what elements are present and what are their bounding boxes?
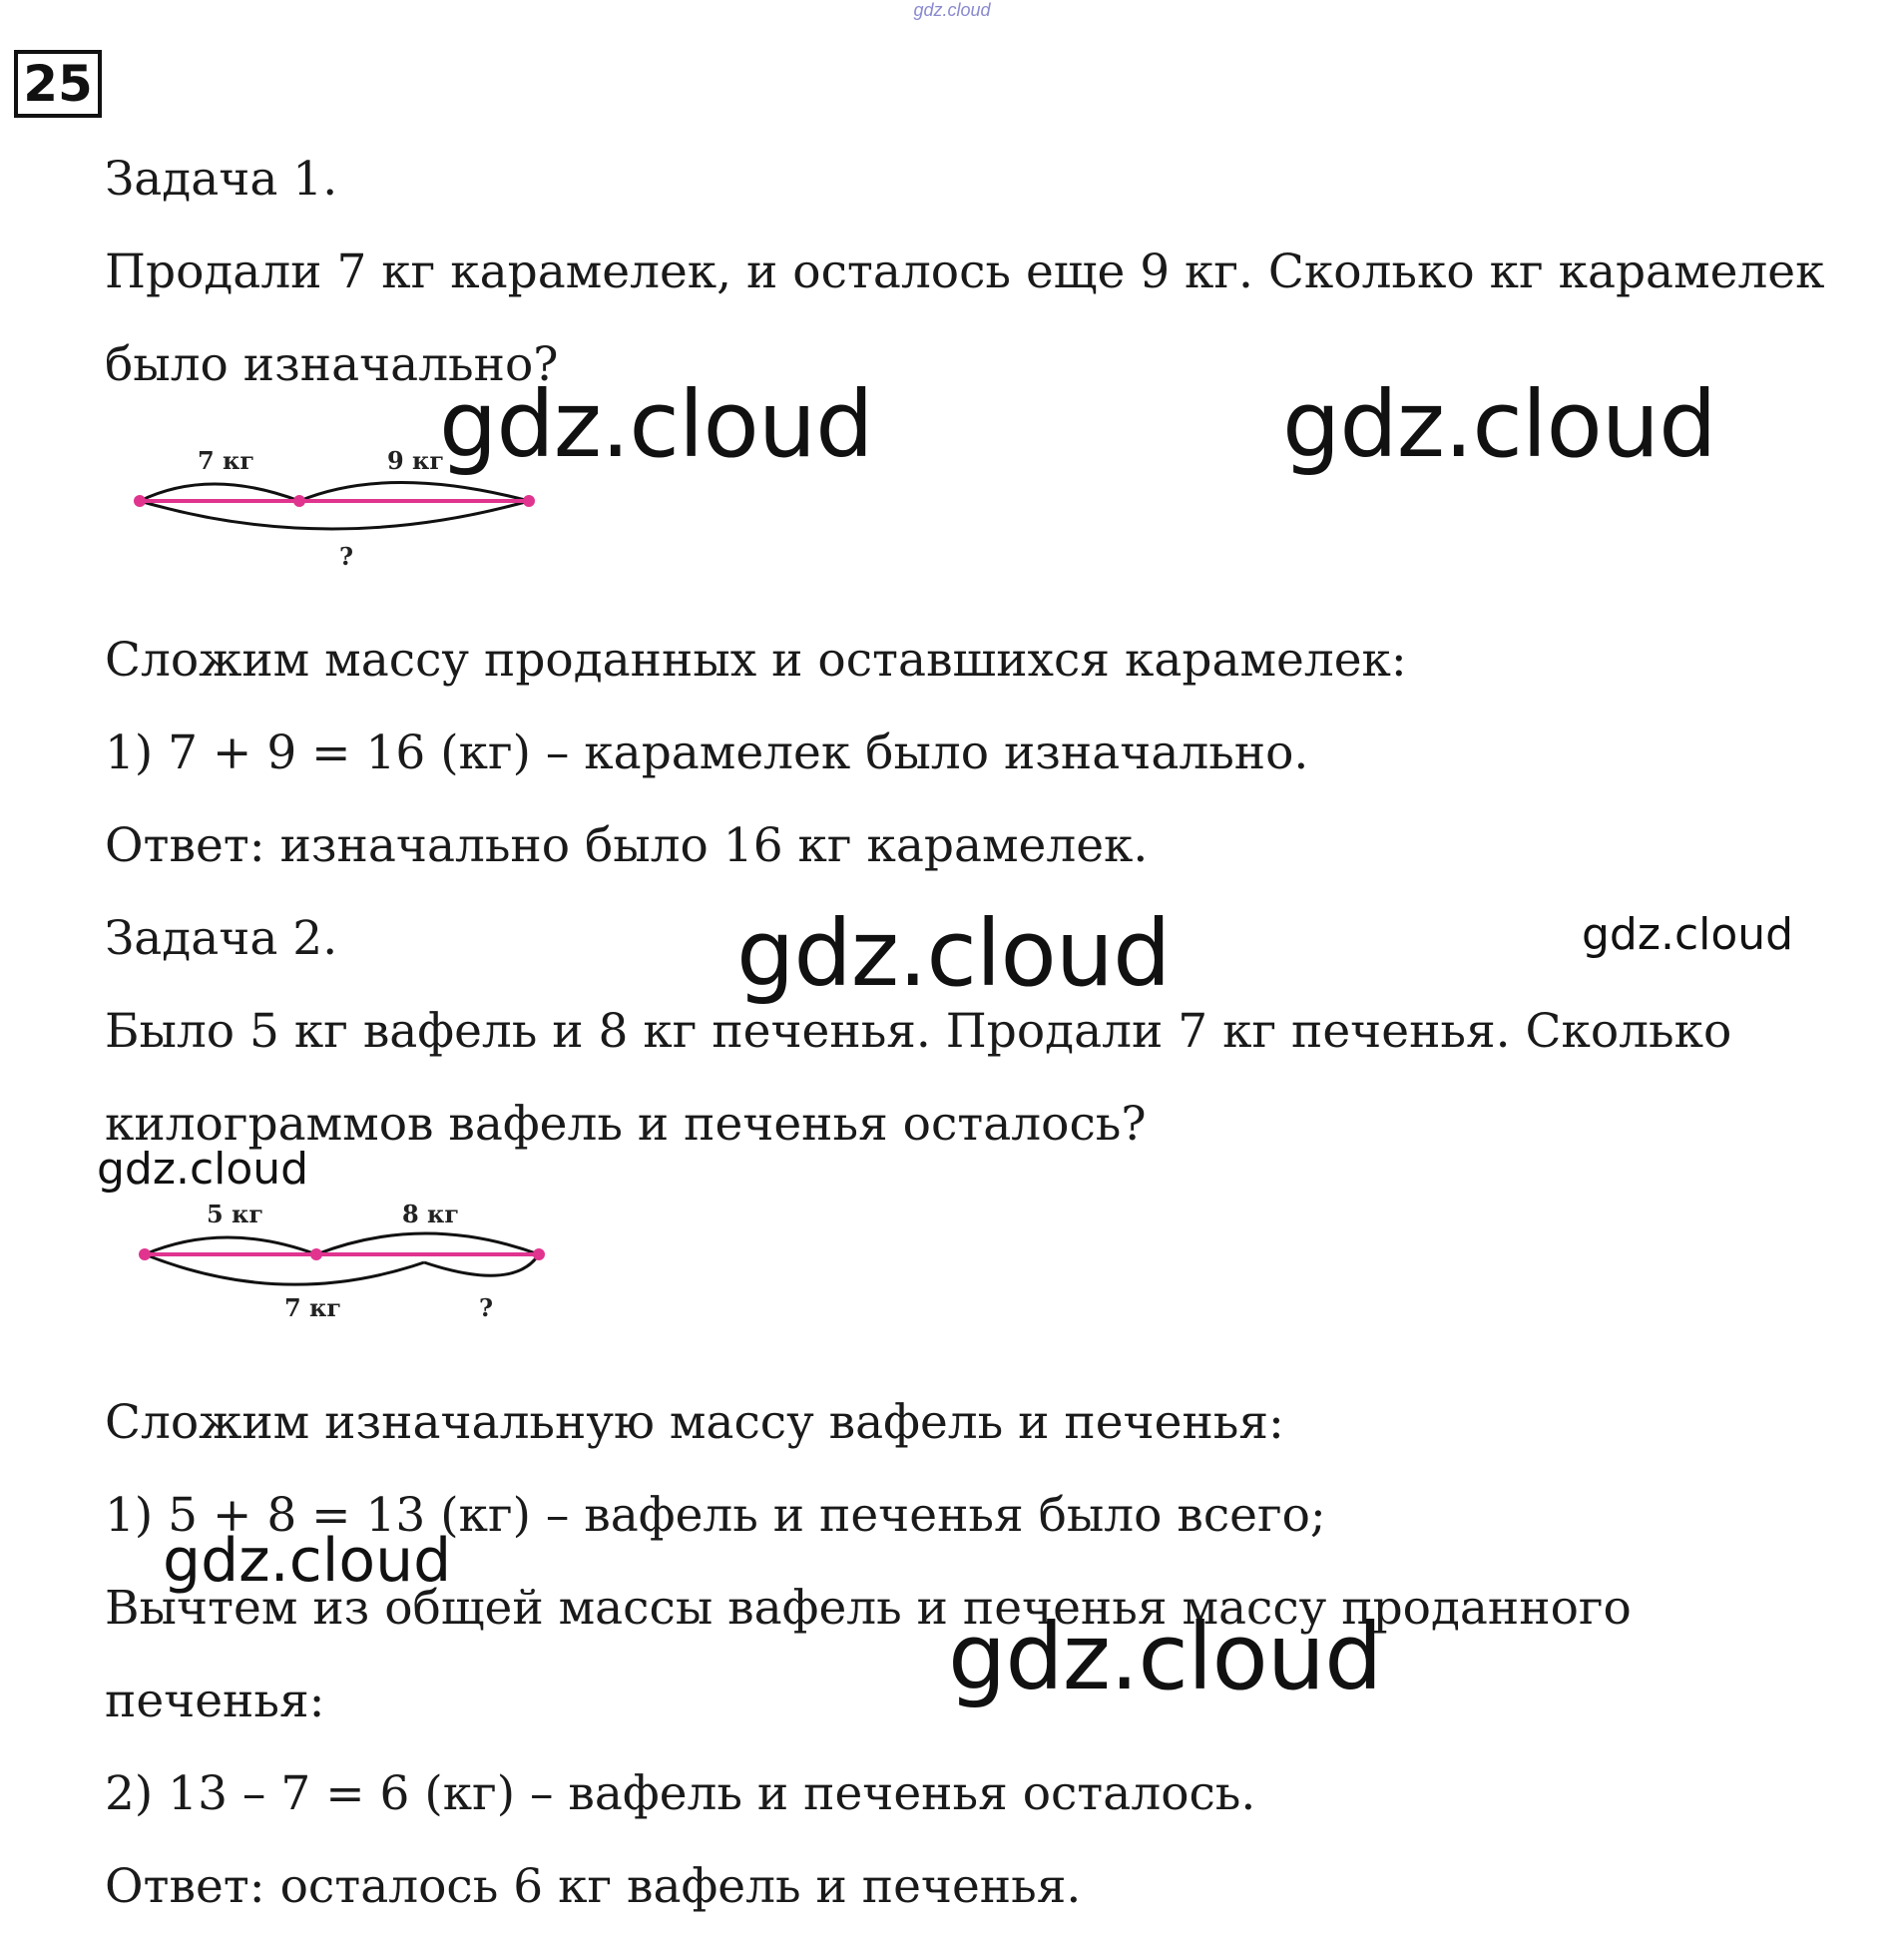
task1-question-line1: Продали 7 кг карамелек, и осталось еще 9 кг. Сколько кг карамелек <box>105 244 1825 299</box>
task1-title: Задача 1. <box>105 152 338 207</box>
task2-brace-left <box>145 1237 316 1254</box>
exercise-number: 25 <box>14 50 102 118</box>
task2-title: Задача 2. <box>105 911 338 966</box>
task2-explanation: Сложим изначальную массу вафель и печенья: <box>105 1395 1284 1450</box>
task2-step2: 2) 13 – 7 = 6 (кг) – вафель и печенья осталось. <box>105 1766 1256 1821</box>
task2-brace-rest <box>424 1254 539 1275</box>
watermark: gdz.cloud <box>1282 371 1716 478</box>
task1-explanation: Сложим массу проданных и оставшихся карамелек: <box>105 633 1407 688</box>
task1-brace-left <box>140 484 299 501</box>
watermark: gdz.cloud <box>439 371 873 478</box>
task1-answer: Ответ: изначально было 16 кг карамелек. <box>105 818 1149 873</box>
watermark: gdz.cloud <box>163 1526 452 1596</box>
task2-point-mid <box>310 1248 322 1260</box>
task1-label-total: ? <box>339 542 354 571</box>
task1-brace-right <box>299 483 529 502</box>
task1-label-right: 9 кг <box>387 446 445 475</box>
task1-point-mid <box>293 495 305 507</box>
task2-label-left: 5 кг <box>207 1200 264 1228</box>
task2-answer: Ответ: осталось 6 кг вафель и печенья. <box>105 1859 1082 1914</box>
task2-question-line1: Было 5 кг вафель и 8 кг печенья. Продали 7 кг печенья. Сколько <box>105 1004 1732 1059</box>
task1-point-start <box>134 495 146 507</box>
task2-label-rest: ? <box>479 1293 494 1322</box>
task1-question-line2: было изначально? <box>105 337 559 392</box>
task2-step1: 1) 5 + 8 = 13 (кг) – вафель и печенья было всего; <box>105 1488 1326 1543</box>
task2-brace-sold <box>145 1254 424 1284</box>
task2-question-line2: килограммов вафель и печенья осталось? <box>105 1097 1147 1152</box>
task2-point-start <box>139 1248 151 1260</box>
task1-brace-total <box>140 501 529 529</box>
task2-explanation2-line2: печенья: <box>105 1674 325 1728</box>
watermark: gdz.cloud <box>736 900 1171 1007</box>
task2-explanation2-line1: Вычтем из общей массы вафель и печенья массу проданного <box>105 1581 1632 1636</box>
task1-label-left: 7 кг <box>198 446 255 475</box>
task2-label-right: 8 кг <box>402 1200 460 1228</box>
task1-step1: 1) 7 + 9 = 16 (кг) – карамелек было изначально. <box>105 725 1309 780</box>
task1-point-end <box>523 495 535 507</box>
watermark: gdz.cloud <box>1582 909 1794 960</box>
watermark: gdz.cloud <box>97 1144 309 1195</box>
task2-segment-diagram <box>135 1193 574 1332</box>
watermark: gdz.cloud <box>948 1604 1382 1710</box>
top-watermark: gdz.cloud <box>913 0 991 20</box>
task2-point-end <box>533 1248 545 1260</box>
task2-brace-right <box>316 1233 539 1254</box>
task2-label-sold: 7 кг <box>284 1293 342 1322</box>
